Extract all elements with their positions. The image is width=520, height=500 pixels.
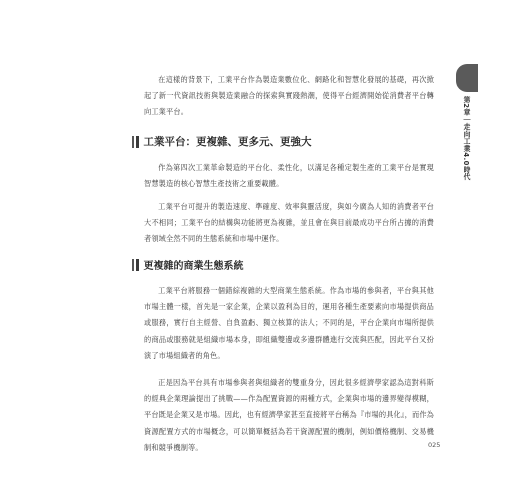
paragraph-intro-text: 在這樣的背景下，工業平台作為製造業數位化、網路化和智慧化發展的基礎，再次掀起了新一代資訊技術與製造業融合的探索與實踐熱潮，使得平台經濟開始從消費者平台轉向工業平台。 xyxy=(144,75,434,117)
heading-marker-icon xyxy=(132,136,134,148)
section-heading-1 xyxy=(132,134,312,149)
chapter-title: 走向工業4.0時代 xyxy=(462,123,470,181)
chapter-side-label xyxy=(461,96,471,181)
paragraph-2-text: 作為第四次工業革命製造的平台化、柔性化，以滿足各種定製生產的工業平台是實現智慧製造的核心智慧生產技術之重要載體。 xyxy=(144,163,434,189)
heading-marker-icon xyxy=(136,136,139,148)
heading-marker-icon xyxy=(132,259,134,271)
paragraph-4 xyxy=(144,283,434,364)
section-heading-2 xyxy=(132,257,244,272)
paragraph-4-text: 工業平台將服務一個錯綜複雜的大型商業生態系統。作為市場的參與者，平台與其他市場主體一樣，首先是一家企業，企業以盈利為目的，運用各種生產要素向市場提供商品或服務，實行自主經營、自負盈虧、獨立核算的法人；不同的是，平台企業向市場所提供的商品或服務就是組織市場本身，即組織雙邊或多邊群體進行交流與匹配，因此平台又扮演了市場組織者的角色。 xyxy=(144,286,434,360)
paragraph-5 xyxy=(144,375,434,456)
paragraph-2 xyxy=(144,160,434,192)
heading-marker-icon xyxy=(136,259,139,271)
chapter-separator: ｜ xyxy=(462,115,470,124)
section-heading-2-text: 更複雜的商業生態系統 xyxy=(143,261,244,272)
paragraph-3-text: 工業平台可提升的製造速度、準確度、效率與靈活度，與如今廣為人知的消費者平台大不相同；工業平台的結構與功能將更為複雜，並且會在與目前最成功平台所占據的消費者領域全然不同的生態系統和市場中運作。 xyxy=(144,202,434,244)
section-heading-1-text: 工業平台：更複雜、更多元、更強大 xyxy=(143,136,312,148)
paragraph-5-text: 正是因為平台具有市場參與者與組織者的雙重身分，因此很多經濟學家認為這對科斯的經典企業理論提出了挑戰——作為配置資源的兩種方式，企業與市場的邊界變得模糊，平台既是企業又是市場。因此，也有經濟學家甚至直接將平台稱為『市場的具化』，而作為資源配置方式的市場概念，可以簡單概括為若干資源配置的機制，例如價格機制、交易機制和競爭機制等。 xyxy=(144,378,434,452)
paragraph-3 xyxy=(144,199,434,248)
chapter-number: 第2章 xyxy=(462,96,470,116)
paragraph-intro xyxy=(144,72,434,121)
chapter-tab-marker xyxy=(456,64,478,92)
page-number: 025 xyxy=(428,441,441,449)
